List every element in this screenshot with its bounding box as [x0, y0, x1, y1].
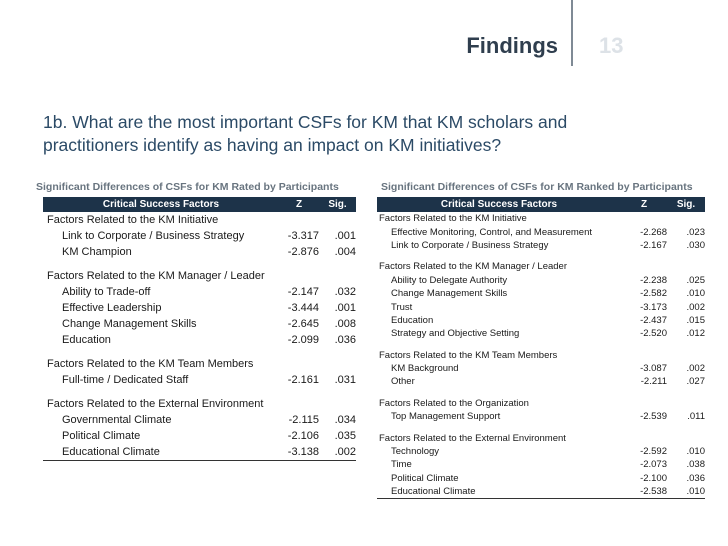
group-header-row [377, 431, 705, 444]
factor-label: Educational Climate [377, 485, 621, 499]
spacer-row [43, 348, 356, 356]
table-row [377, 410, 705, 423]
col-header-z: Z [621, 197, 667, 212]
table-row [377, 362, 705, 375]
z-value: -2.115 [288, 414, 319, 426]
spacer-row [377, 389, 705, 397]
ranked-csf-table [377, 197, 705, 499]
factor-label: Governmental Climate [62, 414, 172, 426]
z-value [621, 423, 667, 431]
sig-value: .023 [686, 226, 705, 238]
page-number: 13 [599, 33, 624, 58]
spacer-row [43, 388, 356, 396]
sig-value: .034 [334, 414, 356, 426]
table-row [377, 300, 705, 313]
z-value: -2.876 [287, 246, 319, 258]
z-value: -3.173 [640, 301, 667, 313]
sig-value: .027 [686, 376, 705, 388]
table-row [377, 445, 705, 458]
group-label: Factors Related to the KM Manager / Leader [47, 270, 265, 282]
sig-value: .002 [686, 301, 705, 313]
z-value: -2.099 [287, 334, 319, 346]
factor-label [377, 341, 621, 349]
left-table-caption: Significant Differences of CSFs for KM Rated by Participants [36, 181, 339, 193]
sig-value: .038 [686, 459, 705, 471]
z-value [621, 260, 667, 273]
group-header-row [377, 349, 705, 362]
table-row [377, 472, 705, 485]
z-value: -2.167 [640, 239, 667, 251]
factor-label [377, 389, 621, 397]
sig-value [319, 348, 356, 356]
sig-value: .030 [686, 239, 705, 251]
sig-value: .008 [334, 318, 356, 330]
sig-value [319, 268, 356, 284]
sig-value [667, 212, 705, 225]
z-value [279, 212, 319, 228]
right-table-caption: Significant Differences of CSFs for KM Ranked by Participants [381, 181, 693, 193]
sig-value [667, 349, 705, 362]
factor-label: Educational Climate [43, 444, 279, 461]
z-value [279, 396, 319, 412]
factor-label: Ability to Delegate Authority [391, 274, 508, 286]
z-value: -2.437 [640, 314, 667, 326]
table-row [43, 244, 356, 260]
col-header-sig: Sig. [667, 197, 705, 212]
sig-value [667, 389, 705, 397]
group-label: Factors Related to the KM Initiative [47, 214, 219, 226]
z-value: -2.073 [640, 459, 667, 471]
research-question: 1b. What are the most important CSFs for KM that KM scholars and practitioners identify as having an impact on KM initiatives? [43, 112, 568, 155]
slide-title: Findings [466, 33, 558, 58]
factor-label: KM Background [391, 363, 459, 375]
factor-label: Link to Corporate / Business Strategy [391, 239, 549, 251]
z-value [279, 348, 319, 356]
header-divider [571, 0, 573, 66]
table-row [377, 239, 705, 252]
sig-value [667, 341, 705, 349]
sig-value [319, 260, 356, 268]
spacer-row [43, 260, 356, 268]
factor-label: KM Champion [62, 246, 132, 258]
table-row [43, 428, 356, 444]
group-header-row [43, 212, 356, 228]
table-row [377, 327, 705, 340]
group-header-row [43, 396, 356, 412]
sig-value [667, 260, 705, 273]
factor-label: Effective Monitoring, Control, and Measurement [391, 226, 593, 238]
table-row [377, 485, 705, 499]
group-label: Factors Related to the KM Manager / Leader [379, 261, 567, 273]
table-row [43, 316, 356, 332]
z-value: -3.087 [640, 363, 667, 375]
factor-label: Trust [391, 301, 413, 313]
sig-value: .011 [687, 411, 705, 423]
factor-label [377, 423, 621, 431]
col-header-factors: Critical Success Factors [377, 197, 621, 212]
factor-label: Education [62, 334, 111, 346]
factor-label: Technology [391, 446, 440, 458]
z-value [279, 388, 319, 396]
factor-label: Change Management Skills [62, 318, 197, 330]
factor-label: Political Climate [62, 430, 141, 442]
z-value [621, 397, 667, 410]
factor-label: Top Management Support [391, 411, 501, 423]
sig-value: .002 [686, 363, 705, 375]
sig-value [319, 212, 356, 228]
z-value: -2.147 [287, 286, 319, 298]
z-value: -2.211 [640, 376, 667, 388]
sig-value: .036 [334, 334, 356, 346]
z-value [621, 431, 667, 444]
z-value: -2.592 [640, 446, 667, 458]
z-value [621, 252, 667, 260]
sig-value [667, 431, 705, 444]
table-row [377, 375, 705, 388]
z-value [621, 212, 667, 225]
sig-value: .010 [686, 288, 705, 300]
table-row [43, 412, 356, 428]
sig-value [667, 252, 705, 260]
group-label: Factors Related to the KM Team Members [379, 349, 558, 361]
group-label: Factors Related to the KM Team Members [47, 358, 254, 370]
factor-label: Time [391, 459, 412, 471]
z-value [621, 349, 667, 362]
factor-label [43, 388, 279, 396]
sig-value [319, 388, 356, 396]
sig-value: .012 [686, 328, 705, 340]
sig-value [319, 356, 356, 372]
group-label: Factors Related to the External Environment [47, 398, 264, 410]
z-value: -2.520 [640, 328, 667, 340]
sig-value: .001 [334, 302, 356, 314]
sig-value [667, 397, 705, 410]
col-header-z: Z [279, 197, 319, 212]
factor-label: Other [391, 376, 415, 388]
group-header-row [377, 260, 705, 273]
sig-value [667, 423, 705, 431]
z-value: -2.582 [640, 288, 667, 300]
sig-value: .015 [686, 314, 705, 326]
z-value: -3.317 [287, 230, 319, 242]
factor-label: Education [391, 314, 434, 326]
z-value [279, 356, 319, 372]
table-row [377, 314, 705, 327]
z-value [621, 341, 667, 349]
table-row [43, 444, 356, 461]
factor-label: Link to Corporate / Business Strategy [62, 230, 245, 242]
group-label: Factors Related to the External Environment [379, 432, 566, 444]
sig-value: .035 [334, 430, 356, 442]
sig-value: .010 [667, 485, 705, 499]
factor-label: Change Management Skills [391, 288, 508, 300]
table-row [43, 332, 356, 348]
z-value: -3.444 [287, 302, 319, 314]
z-value: -3.138 [279, 444, 319, 461]
sig-value: .032 [334, 286, 356, 298]
factor-label: Effective Leadership [62, 302, 162, 314]
col-header-sig: Sig. [319, 197, 356, 212]
sig-value: .010 [686, 446, 705, 458]
table-row [43, 372, 356, 388]
table-row [377, 458, 705, 471]
z-value: -2.645 [287, 318, 319, 330]
z-value [621, 389, 667, 397]
z-value [279, 268, 319, 284]
z-value: -2.238 [640, 274, 667, 286]
z-value: -2.161 [287, 374, 319, 386]
spacer-row [377, 423, 705, 431]
rated-csf-table [43, 197, 356, 461]
sig-value: .025 [686, 274, 705, 286]
factor-label: Full-time / Dedicated Staff [62, 374, 189, 386]
group-label: Factors Related to the KM Initiative [379, 213, 527, 225]
factor-label: Political Climate [391, 472, 459, 484]
z-value: -2.538 [621, 485, 667, 499]
z-value [279, 260, 319, 268]
sig-value: .002 [319, 444, 356, 461]
sig-value: .031 [334, 374, 356, 386]
group-header-row [377, 212, 705, 225]
table-row [377, 225, 705, 238]
z-value: -2.539 [640, 411, 667, 423]
table-row [43, 228, 356, 244]
table-row [377, 287, 705, 300]
spacer-row [377, 341, 705, 349]
z-value: -2.100 [640, 472, 667, 484]
factor-label: Strategy and Objective Setting [391, 328, 520, 340]
group-header-row [377, 397, 705, 410]
z-value: -2.106 [287, 430, 319, 442]
table-row [377, 274, 705, 287]
factor-label [43, 348, 279, 356]
sig-value: .036 [686, 472, 705, 484]
col-header-factors: Critical Success Factors [43, 197, 279, 212]
sig-value [319, 396, 356, 412]
factor-label: Ability to Trade-off [62, 286, 151, 298]
group-header-row [43, 356, 356, 372]
z-value: -2.268 [640, 226, 667, 238]
table-row [43, 300, 356, 316]
sig-value: .001 [334, 230, 356, 242]
group-label: Factors Related to the Organization [379, 397, 529, 409]
table-row [43, 284, 356, 300]
group-header-row [43, 268, 356, 284]
factor-label [377, 252, 621, 260]
sig-value: .004 [334, 246, 356, 258]
factor-label [43, 260, 279, 268]
spacer-row [377, 252, 705, 260]
